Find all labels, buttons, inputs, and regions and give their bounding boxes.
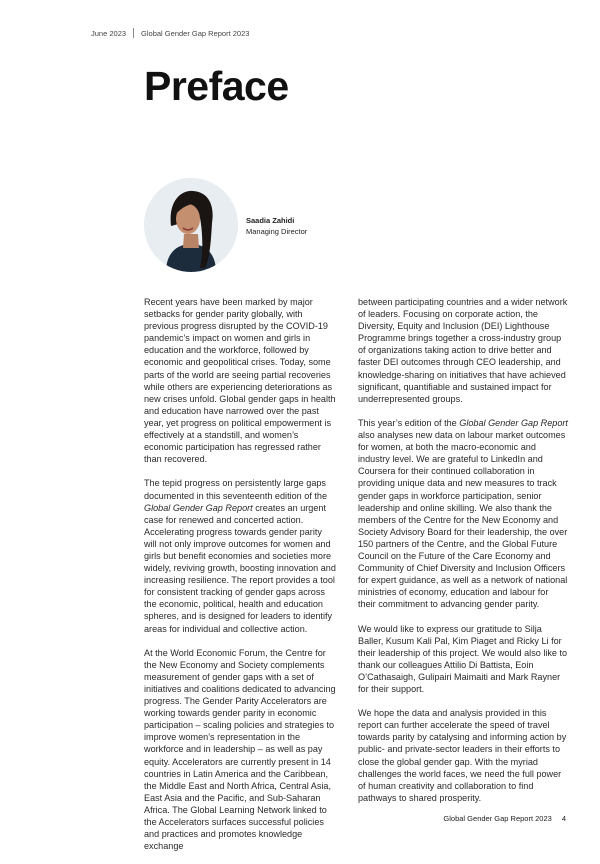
author-role: Managing Director	[246, 227, 308, 236]
paragraph: At the World Economic Forum, the Centre for the New Economy and Society complements measurement of gender gaps with a set of initiatives and coalitions dedicated to advancing progress. The Gender Parity Accelerators are working towards gender parity in economic participation – scaling policies and strategies to improve women’s representation in the workforce and in leadership – as well as pay equity. Accelerators are currently present in 14 countries in Latin America and the Caribbean, the Middle East and North Africa, Central Asia, East Asia and the Pacific, and Sub-Saharan Africa. The Global Learning Network linked to the Accelerators surfaces successful policies and practices and promotes knowledge exchange	[144, 647, 336, 852]
footer-report-title: Global Gender Gap Report 2023	[443, 814, 552, 823]
page-number: 4	[561, 814, 566, 823]
paragraph: We hope the data and analysis provided in this report can further accelerate the speed of travel towards parity by catalysing and informing action by public- and private-sector leaders in their efforts to close the global gender gap. With the myriad challenges the world faces, we need the full power of human creativity and collaboration to find pathways to shared prosperity.	[358, 708, 567, 803]
paragraph: between participating countries and a wider network of leaders. Focusing on corporate action, the Diversity, Equity and Inclusion (DEI) Lighthouse Programme brings together a cross-industry group of organizations taking action to drive better and faster DEI outcomes through CEO leadership, and knowledge-sharing on initiatives that have achieved significant, quantifiable and sustained impact for underrepresented groups.	[358, 297, 568, 404]
paragraph: Recent years have been marked by major setbacks for gender parity globally, with previous progress disrupted by the COVID-19 pandemic’s impact on women and girls in education and the workforce, followed by economic and geopolitical crises. Today, some parts of the world are seeing partial recoveries while others are experiencing deteriorations as new crises unfold. Global gender gaps in health and education have narrowed over the past year, yet progress on political empowerment is effectively at a standstill, and women’s economic participation has regressed rather than recovered.	[144, 297, 336, 465]
body-column-left	[144, 296, 336, 864]
author-portrait	[144, 178, 238, 272]
paragraph: This year’s edition of the Global Gender Gap Report also analyses new data on labour market outcomes for women, at both the macro-economic and industry level. We are grateful to LinkedIn and Coursera for their continued collaboration in providing unique data and new measures to track gender gaps in workforce participation, senior leadership and online skilling. We also thank the members of the Centre for the New Economy and Society Advisory Board for their leadership, the over 150 partners of the Centre, and the Global Future Council on the Future of the Care Economy and Community of Chief Diversity and Inclusion Officers for expert guidance, as well as a network of national ministries of economy, education and labour for their commitment to advancing gender parity.	[358, 417, 568, 610]
header-report-title: Global Gender Gap Report 2023	[141, 28, 250, 38]
author-name: Saadia Zahidi	[246, 216, 295, 225]
page-footer	[443, 814, 566, 823]
paragraph: We would like to express our gratitude to Silja Baller, Kusum Kali Pal, Kim Piaget and Ricky Li for their leadership of this project. We would also like to thank our colleagues Attilio Di Battista, Eoin O’Cathasaigh, Gulipairi Maimaiti and Mark Rayner for their support.	[358, 623, 568, 694]
header-divider	[133, 28, 134, 38]
header-date: June 2023	[91, 28, 127, 38]
paragraph: The tepid progress on persistently large gaps documented in this seventeenth edition of the Global Gender Gap Report creates an urgent case for renewed and concerted action. Accelerating progress towards gender parity will not only improve outcomes for women and girls but benefit economies and societies more widely, reviving growth, boosting innovation and increasing resilience. The report provides a tool for consistent tracking of gender gaps across the economic, political, health and education spheres, and is designed for leaders to identify areas for individual and collective action.	[144, 478, 336, 634]
page-title: Preface	[144, 63, 289, 109]
body-column-right	[358, 296, 568, 816]
page-header	[91, 28, 249, 38]
author-block	[246, 215, 307, 237]
